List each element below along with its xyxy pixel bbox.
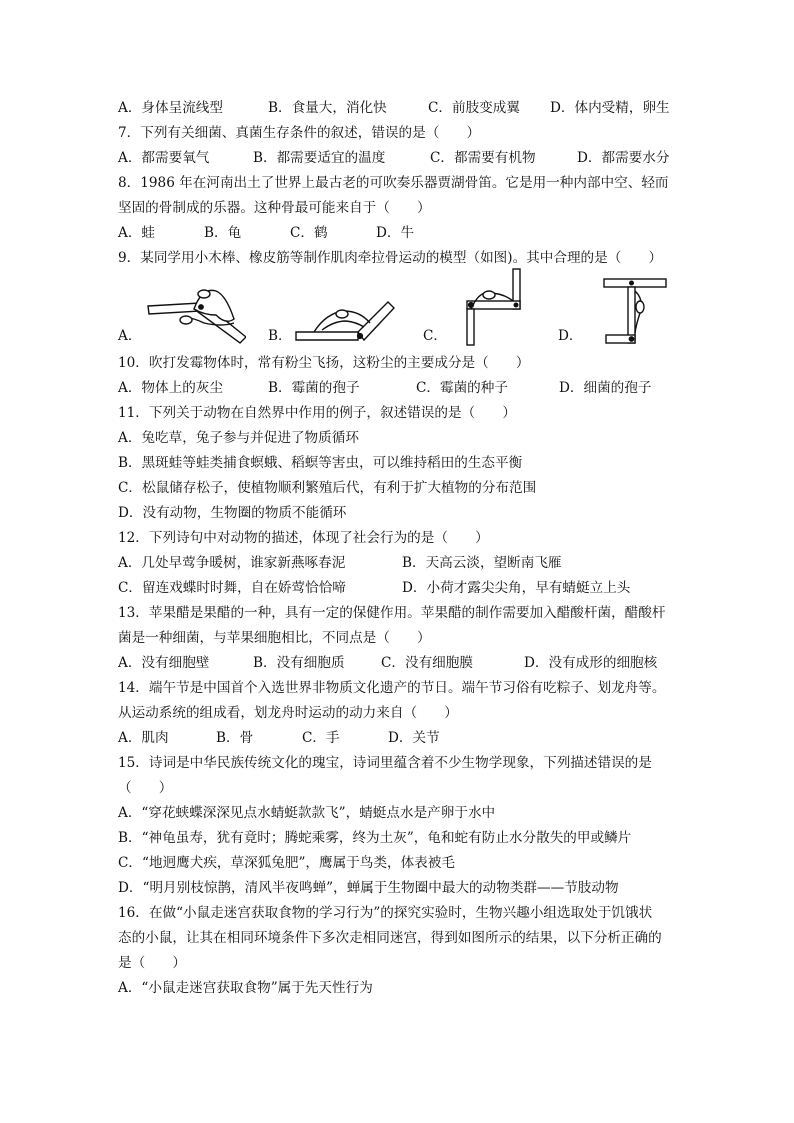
q10-option-c: C．霉菌的种子 <box>416 380 508 396</box>
q11-option-b: B．黑斑蛙等蛙类捕食螟蛾、稻螟等害虫，可以维持稻田的生态平衡 <box>118 455 523 471</box>
q13-stem-line2: 菌是一种细菌，与苹果细胞相比，不同点是（ ） <box>118 630 431 646</box>
q10-option-b: B．霉菌的孢子 <box>268 380 360 396</box>
q9-option-b-label: B． <box>268 328 292 344</box>
q11-option-c: C．松鼠储存松子，使植物顺利繁殖后代，有利于扩大植物的分布范围 <box>118 480 537 496</box>
q12-option-b: B．天高云淡，望断南飞雁 <box>402 555 562 571</box>
q9-option-a-label: A． <box>118 328 142 344</box>
q13-option-c: C．没有细胞膜 <box>381 655 473 671</box>
q8-option-b: B．龟 <box>204 225 242 241</box>
q10-option-a: A．物体上的灰尘 <box>118 380 223 396</box>
q13-stem-line1: 13．苹果醋是果醋的一种，具有一定的保健作用。苹果醋的制作需要加入醋酸杆菌，醋酸杆 <box>118 605 666 621</box>
q8-stem-line2: 坚固的骨制成的乐器。这种骨最可能来自于（ ） <box>118 200 431 216</box>
q12-option-a: A．几处早莺争暖树，谁家新燕啄春泥 <box>118 555 346 571</box>
q8-options <box>118 221 688 246</box>
q15-option-a: A．“穿花蛱蝶深深见点水蜻蜓款款飞”，蜻蜓点水是产卵于水中 <box>118 805 496 821</box>
q9-option-d-label: D． <box>558 328 583 344</box>
q15-option-d: D．“明月别枝惊鹊，清风半夜鸣蝉”，蝉属于生物圈中最大的动物类群——节肢动物 <box>118 880 619 896</box>
q9-stem: 9．某同学用小木棒、橡皮筋等制作肌肉牵拉骨运动的模型（如图)。其中合理的是（ ） <box>118 250 663 266</box>
q16-stem-line3: 是（ ） <box>118 955 186 971</box>
q11-stem: 11．下列关于动物在自然界中作用的例子，叙述错误的是（ ） <box>118 405 516 421</box>
q13-option-a: A．没有细胞壁 <box>118 655 210 671</box>
q7-options <box>118 146 688 171</box>
q9-option-d <box>558 273 688 351</box>
q16-stem-line1: 16．在做“小鼠走迷宫获取食物的学习行为”的探究实验时，生物兴趣小组选取处于饥饿状 <box>118 905 653 921</box>
q13-options <box>118 651 688 676</box>
q9-option-b <box>268 273 408 351</box>
q7-stem: 7．下列有关细菌、真菌生存条件的叙述，错误的是（ ） <box>118 125 481 141</box>
q9-option-c-label: C． <box>423 328 447 344</box>
q6-options <box>118 96 688 121</box>
q9-figure-a <box>146 285 246 345</box>
exam-page <box>118 96 688 1001</box>
q9-option-c <box>423 273 543 351</box>
q10-options <box>118 376 688 401</box>
q14-options <box>118 726 688 751</box>
q8-option-d: D．牛 <box>376 225 415 241</box>
q15-stem-line1: 15．诗词是中华民族传统文化的瑰宝，诗词里蕴含着不少生物学现象，下列描述错误的是 <box>118 755 652 771</box>
q12-options-row2 <box>118 576 688 601</box>
q14-option-d: D．关节 <box>388 730 440 746</box>
q13-option-d: D．没有成形的细胞核 <box>524 655 658 671</box>
q14-option-b: B．骨 <box>216 730 254 746</box>
q15-option-c: C．“地迥鹰犬疾，草深狐兔肥”，鹰属于鸟类，体表被毛 <box>118 855 455 871</box>
q6-option-b: B．食量大，消化快 <box>268 100 387 116</box>
q9-figure-d <box>586 277 670 349</box>
q13-option-b: B．没有细胞质 <box>253 655 345 671</box>
q14-stem-line2: 从运动系统的组成看，划龙舟时运动的动力来自（ ） <box>118 705 458 721</box>
q14-stem-line1: 14．端午节是中国首个入选世界非物质文化遗产的节日。端午节习俗有吃粽子、划龙舟等。 <box>118 680 666 696</box>
q8-option-c: C．鹤 <box>290 225 328 241</box>
q14-option-c: C．手 <box>302 730 340 746</box>
q9-option-a <box>118 273 258 351</box>
q9-figure-row <box>118 273 688 351</box>
q9-figure-c <box>449 267 523 347</box>
q11-option-a: A．兔吃草，兔子参与并促进了物质循环 <box>118 430 359 446</box>
q9-figure-b <box>294 291 398 347</box>
q16-stem-line2: 态的小鼠，让其在相同环境条件下多次走相同迷宫，得到如图所示的结果，以下分析正确的 <box>118 930 662 946</box>
q15-stem-line2: （ ） <box>118 780 173 796</box>
q7-option-d: D．都需要水分 <box>577 150 670 166</box>
q7-option-a: A．都需要氧气 <box>118 150 210 166</box>
q6-option-a: A．身体呈流线型 <box>118 100 223 116</box>
q8-stem-line1: 8．1986 年在河南出土了世界上最古老的可吹奏乐器贾湖骨笛。它是用一种内部中空、轻而 <box>118 175 669 191</box>
q12-stem: 12．下列诗句中对动物的描述，体现了社会行为的是（ ） <box>118 530 489 546</box>
q10-option-d: D．细菌的孢子 <box>559 380 652 396</box>
q7-option-b: B．都需要适宜的温度 <box>253 150 386 166</box>
q12-option-d: D．小荷才露尖尖角，早有蜻蜓立上头 <box>402 580 631 596</box>
q6-option-c: C．前肢变成翼 <box>428 100 520 116</box>
q15-option-b: B．“神龟虽寿，犹有竟时；腾蛇乘雾，终为土灰”，龟和蛇有防止水分散失的甲或鳞片 <box>118 830 632 846</box>
q6-option-d: D．体内受精，卵生 <box>550 100 670 116</box>
q10-stem: 10．吹打发霉物体时，常有粉尘飞扬，这粉尘的主要成分是（ ） <box>118 355 530 371</box>
q8-option-a: A．蛙 <box>118 225 156 241</box>
q14-option-a: A．肌肉 <box>118 730 169 746</box>
q11-option-d: D．没有动物，生物圈的物质不能循环 <box>118 505 347 521</box>
q7-option-c: C．都需要有机物 <box>430 150 536 166</box>
q16-option-a: A．“小鼠走迷宫获取食物”属于先天性行为 <box>118 980 373 996</box>
q12-options-row1 <box>118 551 688 576</box>
q12-option-c: C．留连戏蝶时时舞，自在娇莺恰恰啼 <box>118 580 346 596</box>
